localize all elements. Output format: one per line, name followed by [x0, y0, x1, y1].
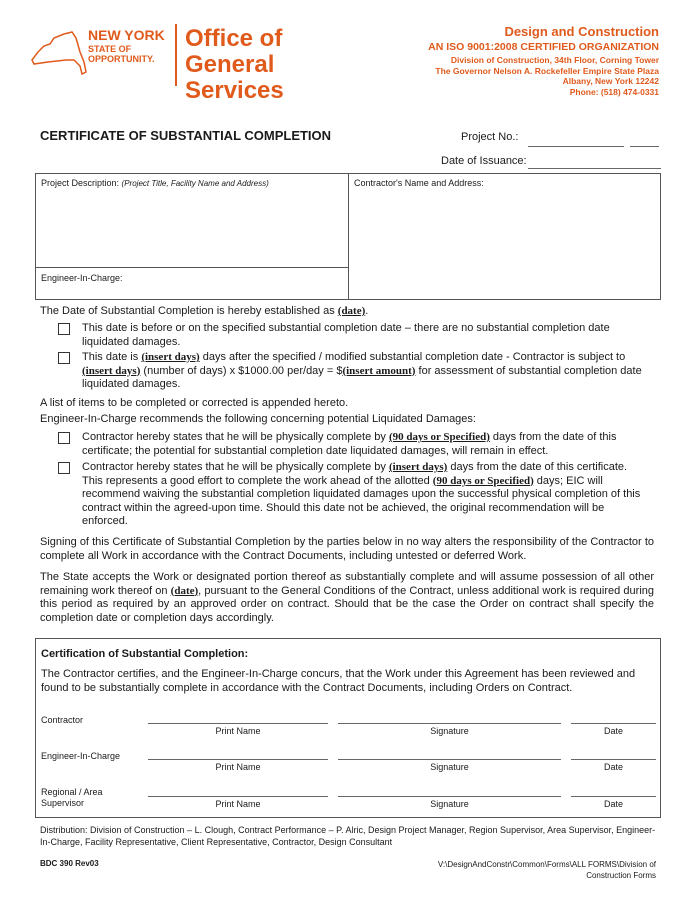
header-address-3: Albany, New York 12242 [562, 76, 659, 86]
opt2-text-b: days after the specified / modified substantial completion date - Contractor is subject to [199, 351, 626, 363]
file-path-line-1: V:\DesignAndConstr\Common\Forms\ALL FORMS\Division of [437, 860, 656, 869]
logo-office-of: Office of [185, 25, 283, 52]
rec2-text-b: days from the date of this certificate. This represents a good effort to complete the work ahead of the allotted [82, 461, 628, 487]
option-1-text: This date is before or on the specified substantial completion date – there are no substantial completion date liquidated damages. [82, 322, 610, 348]
opt2-days2-placeholder[interactable]: (insert days) [82, 364, 141, 377]
eic-label: Engineer-In-Charge: [41, 273, 123, 283]
established-period: . [365, 305, 369, 317]
established-statement [40, 305, 660, 319]
project-description-field[interactable] [41, 178, 269, 188]
eic-recommends: Engineer-In-Charge recommends the following concerning potential Liquidated Damages: [40, 413, 476, 425]
state-text-a: The State accepts the Work or designated portion thereof as substantially complete and will assume possession of all other remaining work thereof on [40, 571, 654, 597]
project-description-hint: (Project Title, Facility Name and Address) [121, 179, 269, 188]
recommendation-2-checkbox[interactable] [58, 462, 70, 474]
opt2-text-a: This date is [82, 351, 142, 363]
file-path [438, 859, 656, 881]
eic-print-name-field[interactable] [148, 759, 328, 760]
rec2-text-a: Contractor hereby states that he will be physically complete by [82, 461, 389, 473]
list-note: A list of items to be completed or corrected is appended hereto. [40, 397, 349, 409]
contractor-row-label: Contractor [41, 715, 84, 725]
certification-box [35, 638, 661, 818]
option-1-checkbox[interactable] [58, 323, 70, 335]
contractor-signature-label: Signature [430, 726, 469, 736]
established-date-placeholder[interactable]: (date) [337, 305, 366, 317]
header-address-block [428, 24, 659, 97]
established-text: The Date of Substantial Completion is hereby established as [40, 305, 338, 317]
rec2-text-c: days; EIC will recommend waiving the substantial completion liquidated damages upon the successful physical completion of this contract within the agreed-upon time. Should this date not be achieved, the original recommendation will be enforced. [82, 474, 641, 527]
new-york-state-map-icon [30, 30, 92, 78]
project-description-label: Project Description: [41, 178, 120, 188]
supervisor-date-field[interactable] [571, 796, 656, 797]
project-no-suffix-field[interactable] [630, 146, 659, 147]
form-title: CERTIFICATE OF SUBSTANTIAL COMPLETION [40, 128, 332, 143]
date-issuance-field[interactable] [528, 168, 661, 169]
distribution-note: Distribution: Division of Construction – L. Clough, Contract Performance – P. Alric, Design Project Manager, Region Supervisor, Area Supervisor, Engineer-In-Charge, Facility Representative, Client Representative, Contractor, Design Consultant [40, 825, 656, 847]
eic-signature-label: Signature [430, 762, 469, 772]
contractor-print-name-field[interactable] [148, 723, 328, 724]
logo-opportunity: OPPORTUNITY. [88, 54, 155, 64]
header-title: Design and Construction [504, 24, 659, 39]
recommendation-1-text [82, 431, 650, 458]
logo-general-services: General Services [185, 51, 284, 104]
opt2-days-placeholder[interactable]: (insert days) [141, 351, 200, 363]
header-address-2: The Governor Nelson A. Rockefeller Empire State Plaza [435, 65, 659, 76]
logo-divider [175, 24, 177, 86]
opt2-amount-placeholder[interactable]: (insert amount) [342, 364, 416, 377]
signing-paragraph: Signing of this Certificate of Substantial Completion by the parties below in no way alters the responsibility of the Contractor to complete all Work in accordance with the Contract Documents, including untested or deferred Work. [40, 536, 654, 562]
eic-row-label: Engineer-In-Charge [41, 751, 121, 761]
contractor-date-label: Date [603, 726, 623, 736]
header-address-1: Division of Construction, 34th Floor, Corning Tower [450, 55, 659, 65]
eic-date-label: Date [603, 762, 623, 772]
header-phone: Phone: (518) 474-0331 [569, 86, 659, 97]
form-id: BDC 390 Rev03 [40, 859, 99, 868]
rec2-days2-placeholder[interactable]: (90 days or Specified) [432, 474, 534, 487]
nys-logo [30, 24, 370, 104]
option-2-text [82, 351, 650, 392]
contractor-name-label: Contractor's Name and Address: [354, 178, 484, 188]
contractor-date-field[interactable] [571, 723, 656, 724]
rec1-text-b: days from the date of this certificate; the potential for substantial completion date liquidated damages, will remain in effect. [82, 431, 617, 457]
supervisor-print-name-label: Print Name [215, 799, 261, 809]
eic-field[interactable] [41, 273, 123, 283]
certification-heading: Certification of Substantial Completion: [41, 648, 249, 660]
contractor-print-name-label: Print Name [215, 726, 261, 736]
rec2-days-placeholder[interactable]: (insert days) [388, 461, 448, 473]
eic-date-field[interactable] [571, 759, 656, 760]
header-iso: AN ISO 9001:2008 CERTIFIED ORGANIZATION [428, 41, 659, 53]
project-info-box [35, 173, 661, 300]
eic-print-name-label: Print Name [215, 762, 261, 772]
state-acceptance-paragraph [40, 571, 654, 625]
rec1-days-placeholder[interactable]: (90 days or Specified) [388, 431, 490, 443]
recommendation-1-checkbox[interactable] [58, 432, 70, 444]
contractor-signature-field[interactable] [338, 723, 561, 724]
state-text-b: , pursuant to the General Conditions of the Contract, unless additional work is required during this period as required by an approved order on contract. Should that be the case the Order on contract shall specify the completion date or completion days accordingly. [40, 584, 654, 624]
project-no-label: Project No.: [461, 131, 519, 143]
eic-signature-field[interactable] [338, 759, 561, 760]
supervisor-print-name-field[interactable] [148, 796, 328, 797]
option-2-checkbox[interactable] [58, 352, 70, 364]
supervisor-row-label: Regional / Area [41, 787, 103, 797]
date-issuance-label: Date of Issuance: [441, 155, 527, 167]
opt2-text-c: (number of days) x $1000.00 per/day = $ [140, 364, 343, 377]
box-horizontal-divider [36, 267, 348, 268]
logo-state-name: NEW YORK [88, 27, 165, 43]
logo-state-of: STATE OF [88, 44, 132, 54]
supervisor-signature-label: Signature [430, 799, 469, 809]
opt2-text-d: for assessment of substantial completion date liquidated damages. [82, 364, 642, 390]
certification-text: The Contractor certifies, and the Engineer-In-Charge concurs, that the Work under this Agreement has been reviewed and found to be substantially complete in accordance with the Contract Documents, including Orders on Contract. [41, 668, 636, 694]
supervisor-date-label: Date [603, 799, 623, 809]
rec1-text-a: Contractor hereby states that he will be physically complete by [82, 431, 389, 443]
supervisor-row-label-2: Supervisor [41, 798, 85, 808]
contractor-name-field[interactable] [354, 178, 484, 188]
box-vertical-divider [348, 174, 349, 299]
file-path-line-2: Construction Forms [586, 871, 656, 880]
project-no-field[interactable] [528, 146, 624, 147]
state-date-placeholder[interactable]: (date) [170, 584, 199, 597]
recommendation-2-text [82, 461, 650, 529]
supervisor-signature-field[interactable] [338, 796, 561, 797]
